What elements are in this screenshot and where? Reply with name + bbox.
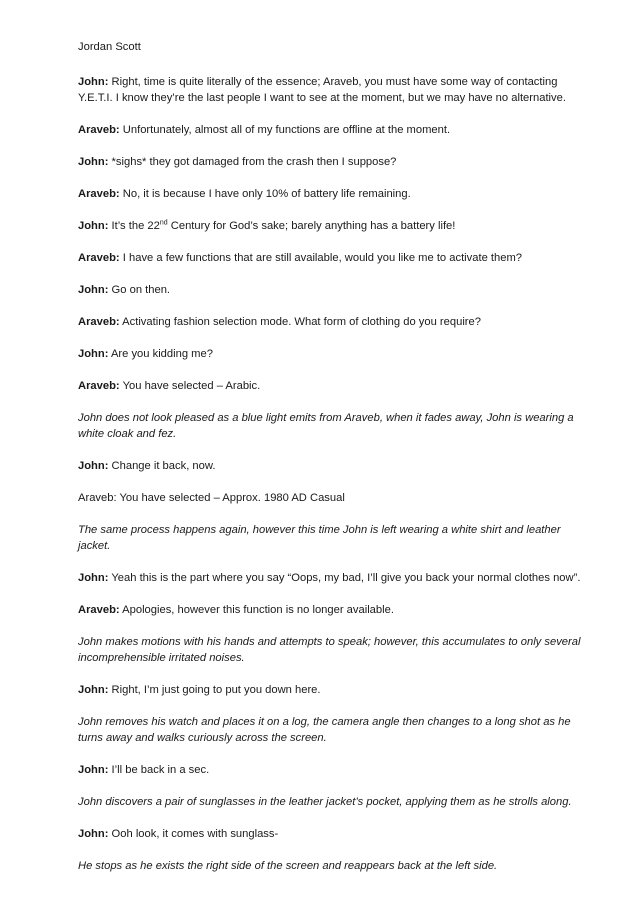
dialogue-line bbox=[78, 186, 588, 202]
dialogue-line bbox=[78, 250, 588, 266]
dialogue-text: Activating fashion selection mode. What form of clothing do you require? bbox=[119, 316, 481, 328]
dialogue-line bbox=[78, 314, 588, 330]
dialogue-line bbox=[78, 602, 588, 618]
speaker-name: John: bbox=[78, 460, 109, 472]
stage-direction: John makes motions with his hands and attempts to speak; however, this accumulates to only several incomprehensible irritated noises. bbox=[78, 636, 581, 664]
dialogue-line bbox=[78, 826, 588, 842]
speaker-name: Araveb: bbox=[78, 124, 120, 136]
stage-direction: The same process happens again, however this time John is left wearing a white shirt and leather jacket. bbox=[78, 524, 561, 552]
dialogue-text: Are you kidding me? bbox=[108, 348, 213, 360]
dialogue-text: Right, I’m just going to put you down here. bbox=[108, 684, 321, 696]
dialogue-line bbox=[78, 122, 588, 138]
speaker-name: Araveb: bbox=[78, 604, 120, 616]
speaker-name: John: bbox=[78, 76, 109, 88]
dialogue-text: Ooh look, it comes with sunglass- bbox=[108, 828, 279, 840]
dialogue-text: Century for God’s sake; barely anything has a battery life! bbox=[167, 220, 456, 232]
dialogue-text: You have selected – Arabic. bbox=[119, 380, 261, 392]
dialogue-line bbox=[78, 282, 588, 298]
dialogue-text: *sighs* they got damaged from the crash then I suppose? bbox=[108, 156, 397, 168]
dialogue-text: Change it back, now. bbox=[108, 460, 216, 472]
script-body bbox=[78, 74, 588, 874]
dialogue-line bbox=[78, 346, 588, 362]
stage-direction: He stops as he exists the right side of the screen and reappears back at the left side. bbox=[78, 860, 498, 872]
stage-direction: John removes his watch and places it on a log, the camera angle then changes to a long shot as he turns away and walks curiously across the screen. bbox=[78, 716, 571, 744]
author-header: Jordan Scott bbox=[78, 41, 141, 53]
speaker-name: John: bbox=[78, 220, 109, 232]
speaker-name: John: bbox=[78, 764, 109, 776]
stage-direction: John discovers a pair of sunglasses in the leather jacket’s pocket, applying them as he strolls along. bbox=[78, 796, 572, 808]
dialogue-text: I’ll be back in a sec. bbox=[108, 764, 210, 776]
dialogue-text: Apologies, however this function is no longer available. bbox=[119, 604, 394, 616]
speaker-name: John: bbox=[78, 828, 109, 840]
dialogue-text: Go on then. bbox=[108, 284, 171, 296]
dialogue-line bbox=[78, 218, 588, 234]
dialogue-text: I have a few functions that are still available, would you like me to activate them? bbox=[119, 252, 523, 264]
dialogue-line bbox=[78, 682, 588, 698]
dialogue-line bbox=[78, 154, 588, 170]
speaker-name: John: bbox=[78, 572, 109, 584]
dialogue-text: Unfortunately, almost all of my functions are offline at the moment. bbox=[119, 124, 451, 136]
dialogue-text: It’s the 22 bbox=[108, 220, 160, 232]
dialogue-text: Yeah this is the part where you say “Oops, my bad, I’ll give you back your normal clothes now”. bbox=[108, 572, 581, 584]
dialogue-line bbox=[78, 378, 588, 394]
speaker-name: Araveb: bbox=[78, 188, 120, 200]
speaker-name: John: bbox=[78, 284, 109, 296]
speaker-name: John: bbox=[78, 156, 109, 168]
speaker-name: John: bbox=[78, 684, 109, 696]
plain-line: Araveb: You have selected – Approx. 1980 AD Casual bbox=[78, 492, 345, 504]
dialogue-text: No, it is because I have only 10% of battery life remaining. bbox=[119, 188, 411, 200]
dialogue-line bbox=[78, 570, 588, 586]
dialogue-line bbox=[78, 74, 588, 106]
dialogue-text: Right, time is quite literally of the essence; Araveb, you must have some way of contacting Y.E.T.I. I know they’re the last people I want to see at the moment, but we may have no alternative. bbox=[78, 76, 566, 104]
speaker-name: Araveb: bbox=[78, 252, 120, 264]
speaker-name: Araveb: bbox=[78, 316, 120, 328]
ordinal-suffix: nd bbox=[159, 219, 168, 227]
stage-direction: John does not look pleased as a blue light emits from Araveb, when it fades away, John is wearing a white cloak and fez. bbox=[78, 412, 574, 440]
speaker-name: John: bbox=[78, 348, 109, 360]
dialogue-line bbox=[78, 762, 588, 778]
dialogue-line bbox=[78, 458, 588, 474]
speaker-name: Araveb: bbox=[78, 380, 120, 392]
